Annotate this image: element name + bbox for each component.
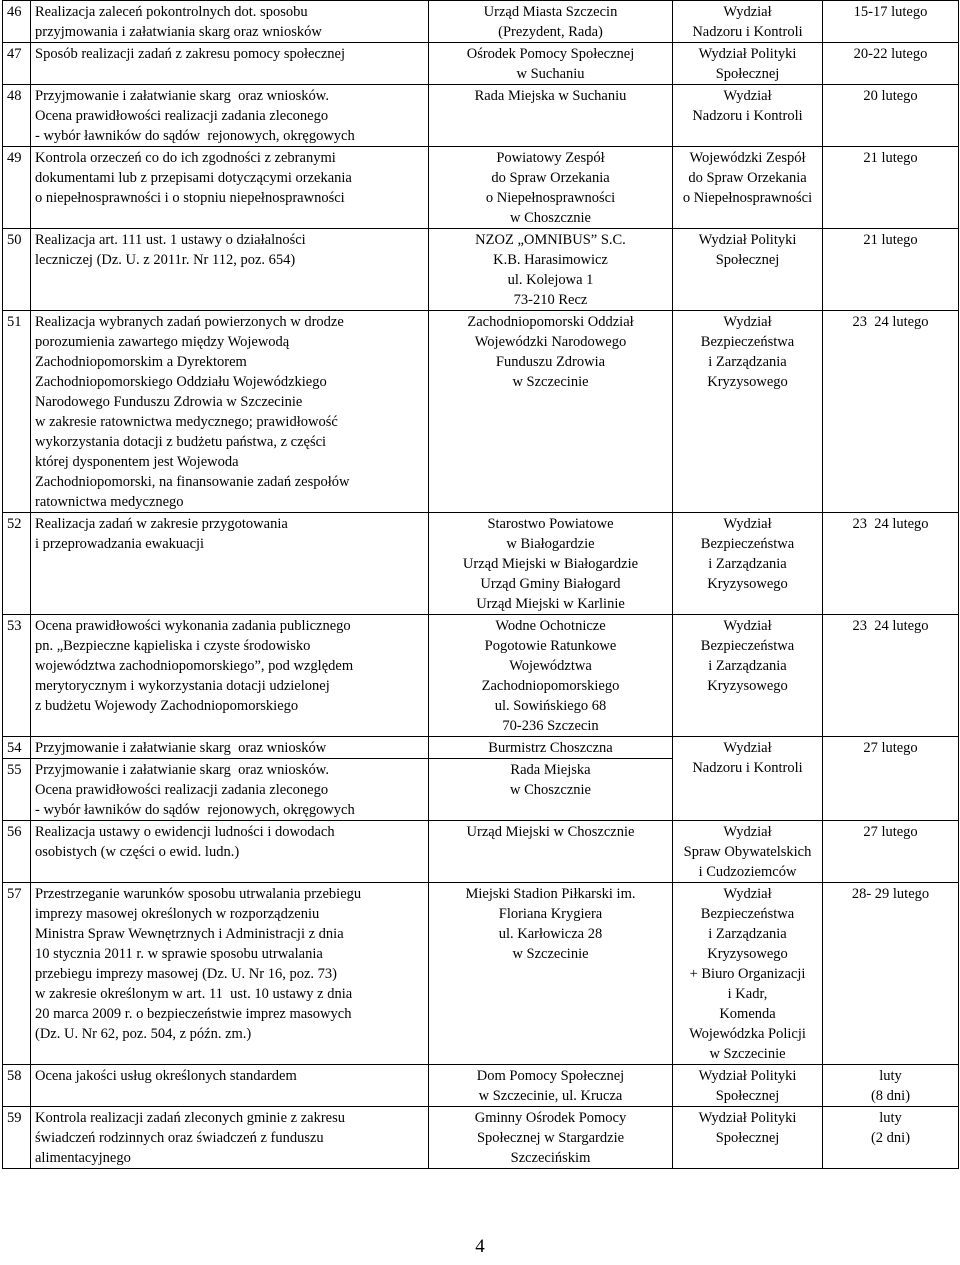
entity-cell: Miejski Stadion Piłkarski im. Floriana Krygiera ul. Karłowicza 28 w Szczecinie: [429, 883, 673, 1065]
entity-cell: Starostwo Powiatowe w Białogardzie Urząd Miejski w Białogardzie Urząd Gminy Białogard Urząd Miejski w Karlinie: [429, 513, 673, 615]
entity-cell: Wodne Ochotnicze Pogotowie Ratunkowe Województwa Zachodniopomorskiego ul. Sowińskiego 68 70-236 Szczecin: [429, 615, 673, 737]
department-cell: Wydział Polityki Społecznej: [673, 43, 823, 85]
task-cell: Realizacja ustawy o ewidencji ludności i dowodach osobistych (w części o ewid. ludn.): [31, 821, 429, 883]
department-cell: Wydział Nadzoru i Kontroli: [673, 1, 823, 43]
row-number: 50: [3, 229, 31, 311]
table-row: [3, 43, 959, 85]
row-number: 59: [3, 1107, 31, 1169]
date-cell: 23 24 lutego: [823, 311, 959, 513]
row-number: 54: [3, 737, 31, 759]
date-cell: 23 24 lutego: [823, 513, 959, 615]
table-row: [3, 513, 959, 615]
task-cell: Realizacja wybranych zadań powierzonych w drodze porozumienia zawartego między Wojewodą Zachodniopomorskim a Dyrektorem Zachodniopomorskiego Oddziału Wojewódzkiego Narodowego Funduszu Zdrowia w Szczecinie w zakresie ratownictwa medycznego; prawidłowość wykorzystania dotacji z budżetu państwa, z części której dysponentem jest Wojewoda Zachodniopomorski, na finansowanie zadań zespołów ratownictwa medycznego: [31, 311, 429, 513]
row-number: 51: [3, 311, 31, 513]
department-cell: Wydział Nadzoru i Kontroli: [673, 85, 823, 147]
row-number: 52: [3, 513, 31, 615]
task-cell: Przestrzeganie warunków sposobu utrwalania przebiegu imprezy masowej określonych w rozporządzeniu Ministra Spraw Wewnętrznych i Administracji z dnia 10 stycznia 2011 r. w sprawie sposobu utrwalania przebiegu imprezy masowej (Dz. U. Nr 16, poz. 73) w zakresie określonym w art. 11 ust. 10 ustawy z dnia 20 marca 2009 r. o bezpieczeństwie imprez masowych (Dz. U. Nr 62, poz. 504, z późn. zm.): [31, 883, 429, 1065]
row-number: 56: [3, 821, 31, 883]
row-number: 53: [3, 615, 31, 737]
task-cell: Realizacja art. 111 ust. 1 ustawy o działalności leczniczej (Dz. U. z 2011r. Nr 112, poz. 654): [31, 229, 429, 311]
task-cell: Realizacja zadań w zakresie przygotowania i przeprowadzania ewakuacji: [31, 513, 429, 615]
page-number: 4: [475, 1236, 485, 1257]
row-number: 47: [3, 43, 31, 85]
date-cell: 27 lutego: [823, 737, 959, 821]
entity-cell: Gminny Ośrodek Pomocy Społecznej w Stargardzie Szczecińskim: [429, 1107, 673, 1169]
date-cell: 20-22 lutego: [823, 43, 959, 85]
date-cell: 15-17 lutego: [823, 1, 959, 43]
task-cell: Przyjmowanie i załatwianie skarg oraz wniosków. Ocena prawidłowości realizacji zadania zleconego - wybór ławników do sądów rejonowych, okręgowych: [31, 85, 429, 147]
row-number: 58: [3, 1065, 31, 1107]
row-number: 46: [3, 1, 31, 43]
entity-cell: Rada Miejska w Choszcznie: [429, 759, 673, 821]
date-cell: 20 lutego: [823, 85, 959, 147]
entity-cell: Powiatowy Zespół do Spraw Orzekania o Niepełnosprawności w Choszcznie: [429, 147, 673, 229]
table-row: [3, 737, 959, 759]
table-row: [3, 229, 959, 311]
row-number: 49: [3, 147, 31, 229]
task-cell: Kontrola orzeczeń co do ich zgodności z zebranymi dokumentami lub z przepisami dotyczącymi orzekania o niepełnosprawności i o stopniu niepełnosprawności: [31, 147, 429, 229]
date-cell: 21 lutego: [823, 147, 959, 229]
department-cell: Wydział Polityki Społecznej: [673, 229, 823, 311]
table-row: [3, 1, 959, 43]
entity-cell: NZOZ „OMNIBUS” S.C. K.B. Harasimowicz ul. Kolejowa 1 73-210 Recz: [429, 229, 673, 311]
entity-cell: Burmistrz Choszczna: [429, 737, 673, 759]
entity-cell: Urząd Miasta Szczecin (Prezydent, Rada): [429, 1, 673, 43]
row-number: 48: [3, 85, 31, 147]
task-cell: Ocena jakości usług określonych standardem: [31, 1065, 429, 1107]
task-cell: Przyjmowanie i załatwianie skarg oraz wniosków. Ocena prawidłowości realizacji zadania zleconego - wybór ławników do sądów rejonowych, okręgowych: [31, 759, 429, 821]
entity-cell: Urząd Miejski w Choszcznie: [429, 821, 673, 883]
department-cell: Wydział Polityki Społecznej: [673, 1065, 823, 1107]
department-cell: Wydział Bezpieczeństwa i Zarządzania Kryzysowego + Biuro Organizacji i Kadr, Komenda Wojewódzka Policji w Szczecinie: [673, 883, 823, 1065]
date-cell: 28- 29 lutego: [823, 883, 959, 1065]
date-cell: luty (2 dni): [823, 1107, 959, 1169]
entity-cell: Dom Pomocy Społecznej w Szczecinie, ul. Krucza: [429, 1065, 673, 1107]
task-cell: Sposób realizacji zadań z zakresu pomocy społecznej: [31, 43, 429, 85]
task-cell: Kontrola realizacji zadań zleconych gminie z zakresu świadczeń rodzinnych oraz świadczeń z funduszu alimentacyjnego: [31, 1107, 429, 1169]
table-row: [3, 1065, 959, 1107]
inspection-plan-table: [2, 0, 959, 1169]
entity-cell: Rada Miejska w Suchaniu: [429, 85, 673, 147]
task-cell: Ocena prawidłowości wykonania zadania publicznego pn. „Bezpieczne kąpieliska i czyste środowisko województwa zachodniopomorskiego”, pod względem merytorycznym i wykorzystania dotacji udzielonej z budżetu Wojewody Zachodniopomorskiego: [31, 615, 429, 737]
entity-cell: Ośrodek Pomocy Społecznej w Suchaniu: [429, 43, 673, 85]
department-cell: Wydział Nadzoru i Kontroli: [673, 737, 823, 821]
table-row: [3, 1107, 959, 1169]
table-row: [3, 311, 959, 513]
row-number: 55: [3, 759, 31, 821]
table-row: [3, 147, 959, 229]
entity-cell: Zachodniopomorski Oddział Wojewódzki Narodowego Funduszu Zdrowia w Szczecinie: [429, 311, 673, 513]
department-cell: Wydział Spraw Obywatelskich i Cudzoziemców: [673, 821, 823, 883]
table-row: [3, 85, 959, 147]
table-row: [3, 615, 959, 737]
date-cell: 27 lutego: [823, 821, 959, 883]
task-cell: Realizacja zaleceń pokontrolnych dot. sposobu przyjmowania i załatwiania skarg oraz wniosków: [31, 1, 429, 43]
department-cell: Wydział Polityki Społecznej: [673, 1107, 823, 1169]
date-cell: luty (8 dni): [823, 1065, 959, 1107]
row-number: 57: [3, 883, 31, 1065]
table-row: [3, 821, 959, 883]
department-cell: Wydział Bezpieczeństwa i Zarządzania Kryzysowego: [673, 615, 823, 737]
department-cell: Wydział Bezpieczeństwa i Zarządzania Kryzysowego: [673, 513, 823, 615]
department-cell: Wydział Bezpieczeństwa i Zarządzania Kryzysowego: [673, 311, 823, 513]
department-cell: Wojewódzki Zespół do Spraw Orzekania o Niepełnosprawności: [673, 147, 823, 229]
date-cell: 23 24 lutego: [823, 615, 959, 737]
date-cell: 21 lutego: [823, 229, 959, 311]
table-row: [3, 883, 959, 1065]
task-cell: Przyjmowanie i załatwianie skarg oraz wniosków: [31, 737, 429, 759]
